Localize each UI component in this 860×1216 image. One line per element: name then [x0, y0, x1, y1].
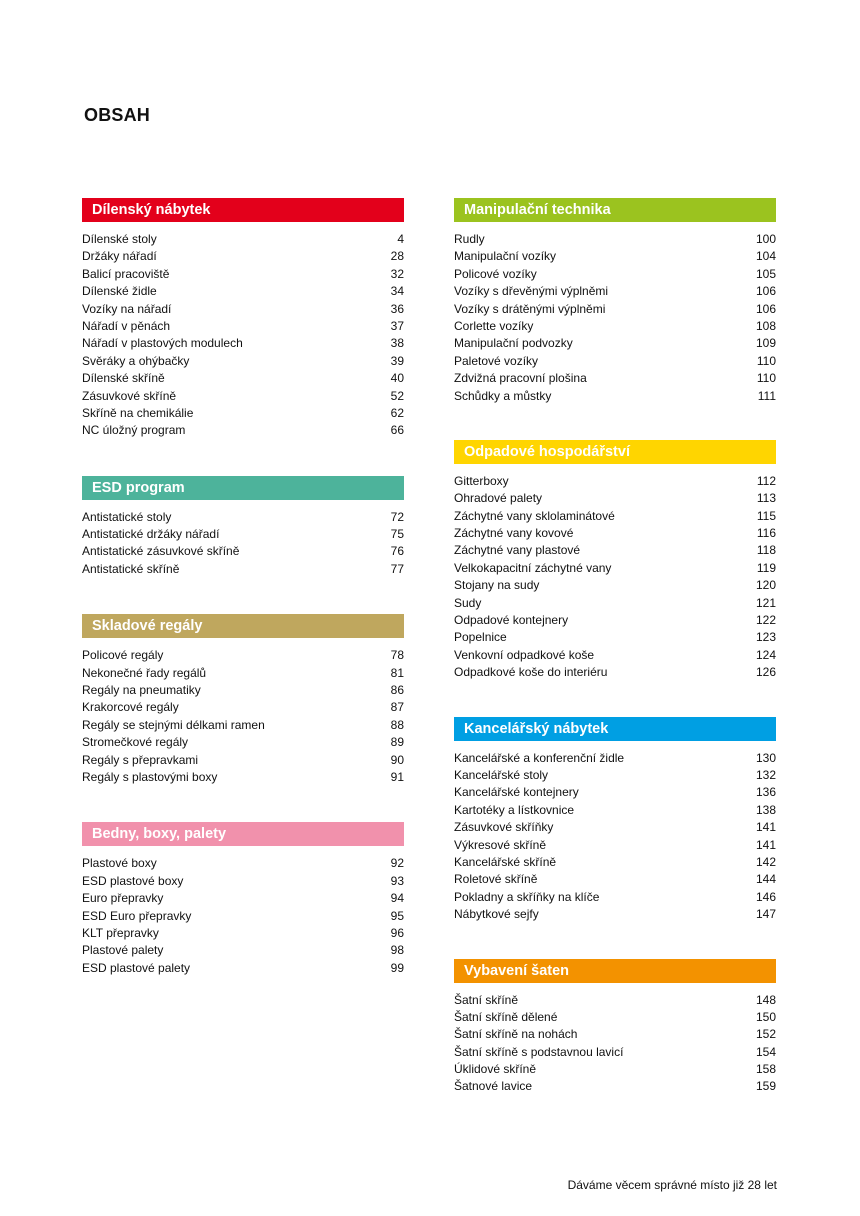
toc-entry-label: Kancelářské kontejnery — [454, 785, 579, 800]
toc-entry[interactable] — [454, 490, 776, 507]
toc-section-kancelarsky-nabytek — [454, 717, 776, 924]
toc-entry[interactable] — [454, 266, 776, 283]
toc-entry[interactable] — [454, 819, 776, 836]
toc-entry-page-number: 138 — [755, 802, 776, 817]
section-heading: Odpadové hospodářství — [454, 440, 776, 464]
toc-entry-page-number: 146 — [755, 889, 776, 904]
section-items — [82, 509, 404, 579]
toc-entry-page-number: 93 — [390, 873, 404, 888]
section-items — [454, 992, 776, 1096]
toc-entry-page-number: 159 — [755, 1079, 776, 1094]
toc-entry-page-number: 78 — [390, 648, 404, 663]
toc-entry[interactable] — [454, 508, 776, 525]
toc-entry-page-number: 106 — [755, 301, 776, 316]
toc-entry-page-number: 121 — [755, 595, 776, 610]
toc-entry-label: Gitterboxy — [454, 473, 509, 488]
toc-entry-label: Nářadí v plastových modulech — [82, 336, 243, 351]
toc-entry[interactable] — [82, 682, 404, 699]
toc-entry-page-number: 158 — [755, 1062, 776, 1077]
toc-section-dilensky-nabytek — [82, 198, 404, 440]
toc-entry[interactable] — [454, 370, 776, 387]
section-items — [82, 231, 404, 440]
toc-section-skladove-regaly — [82, 614, 404, 786]
toc-entry-label: Manipulační vozíky — [454, 249, 557, 264]
section-heading: Dílenský nábytek — [82, 198, 404, 222]
toc-entry-label: Paletové vozíky — [454, 353, 539, 368]
toc-entry-label: Držáky nářadí — [82, 249, 157, 264]
toc-entry[interactable] — [82, 335, 404, 352]
toc-entry-label: Šatní skříně dělené — [454, 1009, 558, 1024]
toc-entry[interactable] — [454, 577, 776, 594]
toc-entry[interactable] — [82, 665, 404, 682]
toc-entry[interactable] — [82, 561, 404, 578]
toc-entry-label: Odpadkové koše do interiéru — [454, 665, 608, 680]
section-items — [454, 473, 776, 682]
toc-entry-page-number: 87 — [390, 700, 404, 715]
toc-entry-label: Dílenské stoly — [82, 232, 157, 246]
toc-section-manipulacni-technika — [454, 198, 776, 405]
toc-entry-page-number: 119 — [756, 560, 776, 575]
toc-entry-page-number: 40 — [390, 371, 404, 386]
toc-entry-label: Výkresové skříně — [454, 837, 547, 852]
toc-entry-label: ESD Euro přepravky — [82, 908, 192, 923]
toc-entry-label: Nábytkové sejfy — [454, 907, 539, 922]
toc-entry-page-number: 150 — [755, 1009, 776, 1024]
page-title: OBSAH — [84, 105, 151, 125]
section-items — [82, 647, 404, 786]
toc-entry-label: Antistatické stoly — [82, 509, 172, 524]
toc-entry-label: Roletové skříně — [454, 872, 538, 887]
toc-entry[interactable] — [82, 942, 404, 959]
toc-entry-page-number: 106 — [755, 284, 776, 299]
toc-entry-page-number: 37 — [390, 318, 404, 333]
toc-entry-page-number: 75 — [390, 527, 404, 542]
footer-slogan: Dáváme věcem správné místo již 28 let — [567, 1178, 777, 1192]
toc-entry-label: Balicí pracoviště — [82, 266, 170, 281]
toc-entry-page-number: 34 — [390, 284, 404, 299]
toc-entry[interactable] — [82, 353, 404, 370]
toc-entry-page-number: 62 — [390, 405, 404, 420]
section-heading: Bedny, boxy, palety — [82, 822, 404, 846]
toc-section-bedny-boxy-palety — [82, 822, 404, 977]
toc-entry-page-number: 91 — [390, 769, 404, 784]
toc-entry-label: Nekonečné řady regálů — [82, 665, 207, 680]
toc-entry[interactable] — [454, 1009, 776, 1026]
toc-entry-label: Kancelářské a konferenční židle — [454, 750, 625, 765]
toc-entry-page-number: 141 — [755, 837, 776, 852]
toc-entry-label: Regály na pneumatiky — [82, 683, 201, 698]
toc-entry-page-number: 4 — [397, 232, 404, 246]
toc-entry[interactable] — [454, 1078, 776, 1095]
toc-entry[interactable] — [454, 388, 776, 405]
toc-entry[interactable] — [82, 543, 404, 560]
toc-entry-label: Záchytné vany sklolaminátové — [454, 508, 615, 523]
toc-entry[interactable] — [82, 370, 404, 387]
toc-entry-label: Pokladny a skříňky na klíče — [454, 889, 600, 904]
toc-entry-label: Ohradové palety — [454, 491, 543, 506]
toc-entry-page-number: 94 — [390, 891, 404, 906]
toc-entry-page-number: 90 — [390, 752, 404, 767]
toc-entry-label: Regály s přepravkami — [82, 752, 199, 767]
toc-entry-label: Vozíky na nářadí — [82, 301, 172, 316]
toc-entry-label: Regály s plastovými boxy — [82, 769, 218, 784]
toc-entry-page-number: 122 — [755, 613, 776, 628]
toc-entry-label: Velkokapacitní záchytné vany — [454, 560, 612, 575]
toc-entry-label: Záchytné vany kovové — [454, 526, 574, 541]
toc-entry[interactable] — [454, 231, 776, 248]
toc-entry-label: Corlette vozíky — [454, 318, 534, 333]
toc-left-column — [82, 198, 404, 1013]
toc-entry-page-number: 115 — [756, 508, 776, 523]
toc-entry-page-number: 152 — [755, 1027, 776, 1042]
toc-entry-page-number: 89 — [390, 735, 404, 750]
toc-entry[interactable] — [454, 784, 776, 801]
toc-entry[interactable] — [82, 717, 404, 734]
toc-section-vybaveni-saten — [454, 959, 776, 1096]
toc-entry-page-number: 112 — [756, 473, 776, 488]
toc-entry-label: Popelnice — [454, 630, 507, 645]
toc-entry-label: NC úložný program — [82, 423, 186, 438]
toc-entry-page-number: 120 — [755, 578, 776, 593]
toc-entry[interactable] — [82, 318, 404, 335]
toc-entry-label: Stojany na sudy — [454, 578, 540, 593]
toc-entry[interactable] — [82, 266, 404, 283]
toc-entry-label: Regály se stejnými délkami ramen — [82, 717, 265, 732]
toc-entry-page-number: 98 — [390, 943, 404, 958]
toc-entry-label: Skříně na chemikálie — [82, 405, 194, 420]
toc-entry[interactable] — [454, 335, 776, 352]
toc-entry[interactable] — [454, 664, 776, 681]
toc-entry-page-number: 124 — [755, 647, 776, 662]
toc-entry[interactable] — [82, 231, 404, 248]
toc-entry-page-number: 88 — [390, 717, 404, 732]
toc-entry-label: Šatnové lavice — [454, 1079, 533, 1094]
toc-entry-page-number: 28 — [390, 249, 404, 264]
toc-entry[interactable] — [82, 925, 404, 942]
toc-entry-label: Dílenské skříně — [82, 371, 165, 386]
toc-entry-page-number: 104 — [755, 249, 776, 264]
toc-entry[interactable] — [454, 560, 776, 577]
toc-entry-page-number: 96 — [390, 925, 404, 940]
section-items — [82, 855, 404, 977]
toc-entry-label: Plastové palety — [82, 943, 164, 958]
toc-entry-label: Antistatické zásuvkové skříně — [82, 544, 240, 559]
toc-entry-label: KLT přepravky — [82, 925, 159, 940]
toc-entry[interactable] — [82, 647, 404, 664]
toc-entry[interactable] — [454, 767, 776, 784]
toc-entry[interactable] — [454, 802, 776, 819]
toc-entry-page-number: 130 — [755, 750, 776, 765]
toc-entry[interactable] — [82, 388, 404, 405]
toc-entry[interactable] — [454, 473, 776, 490]
toc-entry-page-number: 39 — [390, 353, 404, 368]
toc-entry-label: Kancelářské skříně — [454, 854, 557, 869]
toc-entry[interactable] — [454, 353, 776, 370]
toc-entry-label: Stromečkové regály — [82, 735, 189, 750]
toc-entry[interactable] — [454, 525, 776, 542]
toc-entry[interactable] — [82, 526, 404, 543]
toc-section-esd-program — [82, 476, 404, 579]
toc-entry[interactable] — [454, 647, 776, 664]
toc-entry[interactable] — [82, 769, 404, 786]
toc-entry[interactable] — [82, 752, 404, 769]
toc-entry-label: Krakorcové regály — [82, 700, 179, 715]
toc-entry-page-number: 108 — [755, 318, 776, 333]
toc-entry[interactable] — [454, 750, 776, 767]
toc-entry[interactable] — [454, 1044, 776, 1061]
toc-entry-page-number: 99 — [390, 960, 404, 975]
toc-entry[interactable] — [82, 301, 404, 318]
toc-entry-label: Sudy — [454, 595, 482, 610]
toc-entry-page-number: 76 — [390, 544, 404, 559]
toc-entry-page-number: 86 — [390, 683, 404, 698]
toc-entry-label: Kancelářské stoly — [454, 767, 549, 782]
toc-entry-page-number: 142 — [755, 854, 776, 869]
section-heading: Manipulační technika — [454, 198, 776, 222]
section-items — [454, 231, 776, 405]
toc-entry-page-number: 126 — [755, 665, 776, 680]
section-heading: Kancelářský nábytek — [454, 717, 776, 741]
toc-entry-label: ESD plastové boxy — [82, 873, 184, 888]
toc-entry-page-number: 132 — [755, 767, 776, 782]
toc-entry[interactable] — [454, 1026, 776, 1043]
toc-entry-label: Odpadové kontejnery — [454, 613, 569, 628]
toc-entry-page-number: 141 — [755, 820, 776, 835]
toc-entry-page-number: 36 — [390, 301, 404, 316]
toc-entry-page-number: 109 — [755, 336, 776, 351]
toc-entry-page-number: 110 — [756, 371, 776, 386]
toc-entry-label: Venkovní odpadkové koše — [454, 647, 595, 662]
toc-entry-page-number: 52 — [390, 388, 404, 403]
toc-entry-page-number: 154 — [755, 1044, 776, 1059]
toc-entry-label: Plastové boxy — [82, 856, 157, 871]
toc-entry[interactable] — [454, 248, 776, 265]
toc-entry-label: Šatní skříně — [454, 992, 519, 1007]
toc-entry-label: Úklidové skříně — [454, 1062, 537, 1077]
toc-entry-label: Šatní skříně na nohách — [454, 1027, 578, 1042]
toc-entry[interactable] — [454, 992, 776, 1009]
toc-entry-page-number: 123 — [755, 630, 776, 645]
toc-entry-page-number: 116 — [756, 526, 776, 541]
toc-entry[interactable] — [82, 908, 404, 925]
section-heading: ESD program — [82, 476, 404, 500]
section-heading: Skladové regály — [82, 614, 404, 638]
toc-entry-label: Schůdky a můstky — [454, 388, 552, 403]
toc-entry-page-number: 38 — [390, 336, 404, 351]
toc-entry-page-number: 32 — [390, 266, 404, 281]
toc-entry-label: Zásuvkové skříně — [82, 388, 177, 403]
toc-entry-label: Vozíky s drátěnými výplněmi — [454, 301, 606, 316]
toc-entry[interactable] — [82, 873, 404, 890]
toc-entry-page-number: 118 — [756, 543, 776, 558]
toc-entry-page-number: 77 — [390, 561, 404, 576]
toc-entry[interactable] — [454, 871, 776, 888]
toc-entry[interactable] — [454, 612, 776, 629]
toc-entry[interactable] — [82, 422, 404, 439]
toc-entry[interactable] — [82, 283, 404, 300]
toc-entry-label: Antistatické skříně — [82, 561, 180, 576]
toc-entry-page-number: 113 — [756, 491, 776, 506]
toc-entry[interactable] — [454, 301, 776, 318]
toc-entry[interactable] — [82, 960, 404, 977]
toc-entry[interactable] — [454, 595, 776, 612]
toc-entry-label: Svěráky a ohýbačky — [82, 353, 190, 368]
toc-entry[interactable] — [82, 734, 404, 751]
toc-entry-page-number: 111 — [757, 388, 776, 403]
toc-entry[interactable] — [82, 855, 404, 872]
toc-entry[interactable] — [82, 699, 404, 716]
toc-entry[interactable] — [454, 889, 776, 906]
toc-entry-label: ESD plastové palety — [82, 960, 191, 975]
toc-entry-page-number: 95 — [390, 908, 404, 923]
toc-right-column — [454, 198, 776, 1131]
toc-entry-label: Zásuvkové skříňky — [454, 820, 554, 835]
toc-entry-label: Záchytné vany plastové — [454, 543, 581, 558]
toc-entry[interactable] — [82, 509, 404, 526]
toc-entry[interactable] — [454, 906, 776, 923]
toc-entry[interactable] — [454, 283, 776, 300]
toc-entry[interactable] — [454, 542, 776, 559]
toc-entry-label: Rudly — [454, 232, 485, 246]
toc-entry-label: Policové vozíky — [454, 266, 537, 281]
toc-entry-label: Nářadí v pěnách — [82, 318, 171, 333]
toc-entry[interactable] — [454, 837, 776, 854]
toc-entry-label: Manipulační podvozky — [454, 336, 573, 351]
section-heading: Vybavení šaten — [454, 959, 776, 983]
toc-entry[interactable] — [454, 629, 776, 646]
toc-entry-page-number: 92 — [390, 856, 404, 871]
toc-entry-label: Šatní skříně s podstavnou lavicí — [454, 1044, 624, 1059]
toc-entry-label: Kartotéky a lístkovnice — [454, 802, 575, 817]
section-items — [454, 750, 776, 924]
toc-entry[interactable] — [454, 854, 776, 871]
toc-entry-page-number: 144 — [755, 872, 776, 887]
toc-entry[interactable] — [82, 248, 404, 265]
toc-entry-label: Zdvižná pracovní plošina — [454, 371, 587, 386]
toc-entry-page-number: 136 — [755, 785, 776, 800]
toc-entry-page-number: 66 — [390, 423, 404, 438]
toc-entry-label: Vozíky s dřevěnými výplněmi — [454, 284, 609, 299]
toc-entry-page-number: 110 — [756, 353, 776, 368]
toc-entry-page-number: 100 — [755, 232, 776, 246]
toc-entry[interactable] — [82, 405, 404, 422]
toc-entry[interactable] — [454, 1061, 776, 1078]
toc-entry-page-number: 148 — [755, 992, 776, 1007]
toc-entry-label: Antistatické držáky nářadí — [82, 527, 220, 542]
toc-entry-page-number: 72 — [390, 509, 404, 524]
toc-entry-page-number: 105 — [755, 266, 776, 281]
toc-entry-page-number: 81 — [390, 665, 404, 680]
toc-entry-label: Euro přepravky — [82, 891, 164, 906]
toc-section-odpadove-hospodarstvi — [454, 440, 776, 682]
toc-entry-label: Dílenské židle — [82, 284, 157, 299]
toc-entry[interactable] — [82, 890, 404, 907]
toc-entry-page-number: 147 — [755, 907, 776, 922]
toc-entry[interactable] — [454, 318, 776, 335]
toc-entry-label: Policové regály — [82, 648, 164, 663]
